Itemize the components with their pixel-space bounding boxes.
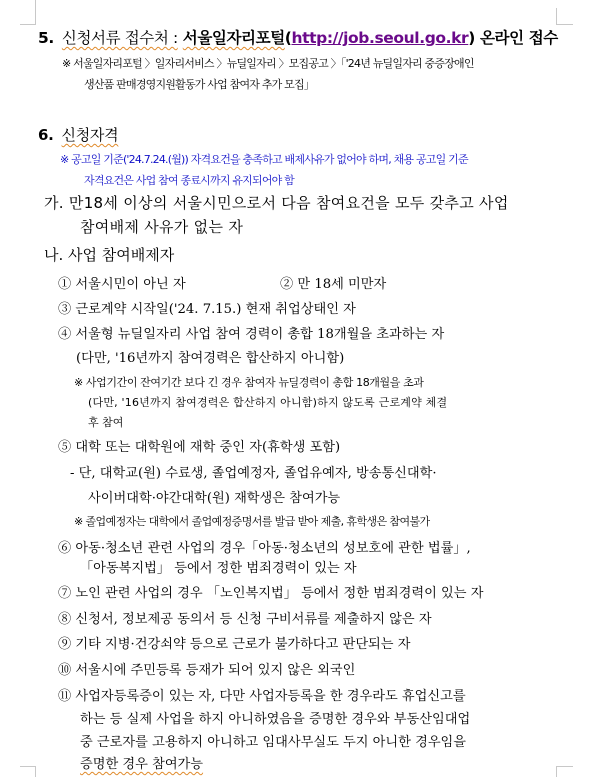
paren-open: ( [284, 29, 292, 47]
clause-ga-line1: 가. 만18세 이상의 서울시민으로서 다음 참여요건을 모두 갖추고 사업 [44, 194, 509, 212]
portal-link[interactable]: http://job.seoul.go.kr [291, 29, 469, 47]
exclusion-item-10 [58, 659, 355, 678]
section6-number: 6. [38, 126, 54, 144]
item-number: ⑪ [58, 689, 72, 704]
item-text: 서울형 뉴딜일자리 사업 참여 경력이 총합 18개월을 초과하는 자 [75, 327, 445, 342]
item5-note: ※ 졸업예정자는 대학에서 졸업예정증명서를 발급 받아 제출, 휴학생은 참여불가 [74, 515, 430, 528]
item-number: ⑤ [58, 440, 72, 455]
section5-suffix: 온라인 접수 [479, 29, 558, 47]
item-text: 만 18세 미만자 [297, 277, 387, 292]
item-number: ⑧ [58, 612, 72, 627]
item-number: ② [280, 277, 294, 292]
item-text: 근로계약 시작일('24. 7.15.) 현재 취업상태인 자 [75, 302, 356, 317]
exclusion-item-5 [58, 436, 340, 455]
section6-title: 신청자격 [61, 126, 119, 144]
exclusion-item-3 [58, 298, 356, 317]
page-corner-mark-top-right [556, 8, 573, 25]
exclusion-item-11-line2: 하는 등 실제 사업을 하지 아니하였음을 증명한 경우와 부동산임대업 [80, 712, 471, 727]
exclusion-item-2 [280, 273, 386, 292]
exclusion-item-11-line3: 중 근로자를 고용하지 아니하고 임대사무실도 두지 아니한 경우임을 [80, 735, 467, 750]
page-corner-mark-bottom-left [20, 766, 36, 777]
item-text: 기타 지병·건강쇠약 등으로 근로가 불가하다고 판단되는 자 [75, 637, 411, 652]
exclusion-item-6-sub: 「아동복지법」 등에서 정한 범죄경력이 있는 자 [80, 561, 357, 576]
section6-heading [38, 124, 118, 145]
section5-portal: 서울일자리포털 [182, 29, 285, 47]
item-number: ⑥ [58, 541, 72, 556]
item4-note-line1: ※ 사업기간이 잔여기간 보다 긴 경우 참여자 뉴딜경력이 총합 18개월을 초과 [74, 376, 424, 389]
item5-dash-line1: - 단, 대학교(원) 수료생, 졸업예정자, 졸업유예자, 방송통신대학· [70, 466, 437, 481]
exclusion-item-11 [58, 685, 466, 704]
item-text: 서울시에 주민등록 등재가 되어 있지 않은 외국인 [75, 663, 356, 678]
eligibility-note-line2: 자격요건은 사업 참여 종료시까지 유지되어야 함 [84, 174, 295, 187]
section5-label: 신청서류 접수처 : [61, 29, 178, 47]
eligibility-note-line1: ※ 공고일 기준('24.7.24.(월)) 자격요건을 충족하고 배제사유가 없어야 하며, 채용 공고일 기준 [60, 153, 468, 166]
item-text: 노인 관련 사업의 경우 「노인복지법」 등에서 정한 범죄경력이 있는 자 [75, 586, 484, 601]
section5-heading [38, 26, 558, 48]
item-text: 사업자등록증이 있는 자, 다만 사업자등록을 한 경우라도 휴업신고를 [75, 689, 466, 704]
item-number: ④ [58, 327, 72, 342]
item-number: ⑨ [58, 637, 72, 652]
page-corner-mark-bottom-right [556, 766, 573, 777]
exclusion-item-4-sub: (다만, '16년까지 참여경력은 합산하지 아니함) [76, 351, 345, 366]
section5-note-line1: ※ 서울일자리포털 〉일자리서비스 〉뉴딜일자리 〉모집공고 〉「'24년 뉴딜일자리 중증장애인 [62, 57, 474, 70]
page-corner-mark-top-left [20, 0, 36, 25]
item-number: ③ [58, 302, 72, 317]
section5-note-line2: 생산품 판매경영지원활동가 사업 참여자 추가 모집」 [84, 78, 315, 91]
item-text: 서울시민이 아닌 자 [75, 277, 186, 292]
exclusion-item-6 [58, 537, 471, 556]
item5-dash-line2: 사이버대학·야간대학(원) 재학생은 참여가능 [88, 491, 341, 506]
item-number: ⑦ [58, 586, 72, 601]
item-number: ⑩ [58, 663, 72, 678]
exclusion-item-1 [58, 273, 186, 292]
item-text: 신청서, 정보제공 동의서 등 신청 구비서류를 제출하지 않은 자 [75, 612, 432, 627]
exclusion-item-11-line4: 증명한 경우 참여가능 [80, 757, 204, 772]
clause-na-title: 나. 사업 참여배제자 [44, 246, 175, 264]
paren-close: ) [468, 29, 475, 47]
item-number: ① [58, 277, 72, 292]
exclusion-item-9 [58, 633, 410, 652]
item4-note-line2: (다만, '16년까지 참여경력은 합산하지 아니함)하지 않도록 근로계약 체결 [88, 396, 448, 409]
item4-note-line3: 후 참여 [88, 416, 124, 429]
exclusion-item-7 [58, 582, 483, 601]
exclusion-item-4 [58, 323, 444, 342]
exclusion-item-8 [58, 608, 432, 627]
item-text: 대학 또는 대학원에 재학 중인 자(휴학생 포함) [75, 440, 341, 455]
clause-ga-line2: 참여배제 사유가 없는 자 [80, 218, 244, 236]
item-text: 아동·청소년 관련 사업의 경우「아동·청소년의 성보호에 관한 법률」, [75, 541, 471, 556]
section5-number: 5. [38, 29, 54, 47]
